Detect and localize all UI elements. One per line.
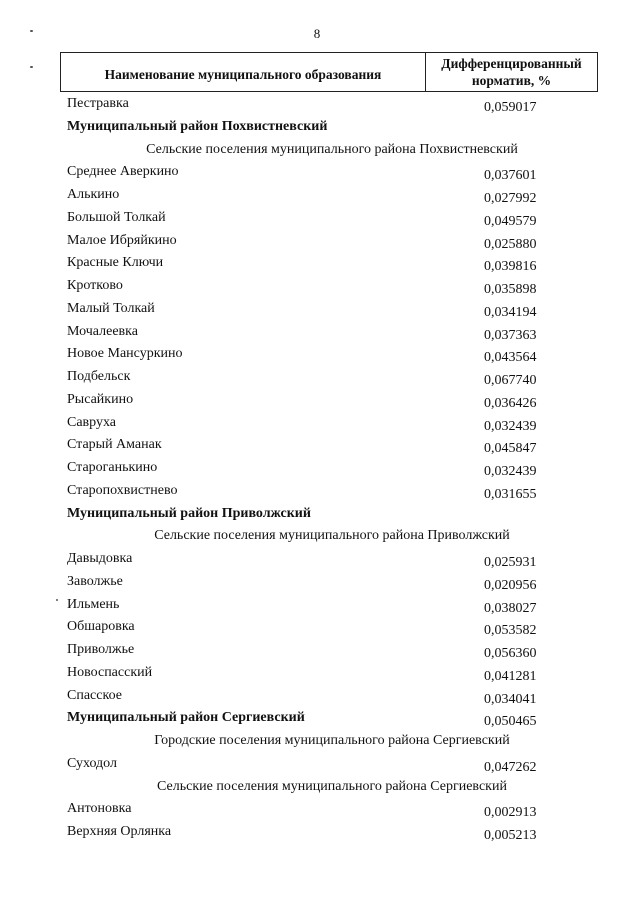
municipality-name: Обшаровка (67, 619, 135, 635)
municipality-name: Ильмень (67, 596, 120, 612)
municipality-name: Муниципальный район Приволжский (67, 505, 311, 521)
table-row (0, 207, 634, 229)
table-row (0, 161, 634, 183)
normative-value: 0,038027 (484, 600, 537, 616)
normative-value: 0,059017 (484, 100, 537, 115)
municipality-name: Подбельск (67, 369, 131, 384)
normative-value: 0,049579 (484, 213, 537, 229)
municipality-name: Суходол (67, 755, 117, 771)
normative-value: 0,053582 (484, 623, 537, 639)
municipality-name: Сельские поселения муниципального района Похвистневский (146, 141, 518, 157)
normative-value: 0,027992 (484, 191, 537, 206)
normative-value: 0,037363 (484, 327, 537, 343)
header-normative (426, 53, 597, 91)
municipality-name: Старопохвистнево (67, 482, 178, 498)
municipality-name: Сельские поселения муниципального района Приволжский (154, 528, 510, 544)
municipality-name: Староганькино (67, 460, 158, 475)
municipality-name: Малое Ибряйкино (67, 232, 177, 248)
municipality-name: Сельские поселения муниципального района Сергиевский (157, 778, 507, 794)
district-heading-row (0, 707, 634, 729)
table-row (0, 821, 634, 843)
table-row (0, 571, 634, 593)
normative-value: 0,032439 (484, 464, 537, 479)
normative-value: 0,032439 (484, 418, 537, 434)
table-row (0, 798, 634, 820)
normative-value: 0,002913 (484, 805, 537, 821)
scan-speck (30, 30, 33, 32)
normative-value: 0,039816 (484, 259, 537, 275)
municipality-name: Старый Аманак (67, 437, 162, 453)
municipality-name: Давыдовка (67, 551, 133, 566)
table-row (0, 662, 634, 684)
normative-value: 0,045847 (484, 441, 537, 457)
municipality-name: Савруха (67, 414, 117, 430)
settlement-group-row (0, 730, 634, 752)
municipality-name: Муниципальный район Похвистневский (67, 118, 328, 134)
header-normative-line2: норматив, % (471, 73, 552, 88)
normative-value: 0,005213 (484, 828, 537, 843)
settlement-group-row (0, 139, 634, 161)
normative-value: 0,035898 (484, 282, 537, 297)
scan-speck (56, 599, 58, 601)
municipality-name: Красные Ключи (67, 255, 164, 271)
normative-value: 0,067740 (484, 373, 537, 388)
normative-value: 0,047262 (484, 759, 537, 775)
district-heading-row (0, 116, 634, 138)
table-row (0, 389, 634, 411)
district-heading-row (0, 503, 634, 525)
table-row (0, 639, 634, 661)
municipality-name: Муниципальный район Сергиевский (67, 710, 305, 726)
table-row (0, 480, 634, 502)
scan-speck (30, 66, 33, 68)
header-normative-line1: Дифференцированный (441, 56, 582, 71)
municipality-name: Антоновка (67, 801, 132, 817)
normative-value: 0,034194 (484, 304, 537, 320)
table-row (0, 93, 634, 115)
table-row (0, 457, 634, 479)
normative-value: 0,037601 (484, 168, 537, 184)
municipality-name: Алькино (67, 187, 120, 202)
normative-value: 0,031655 (484, 486, 537, 502)
municipality-name: Новоспасский (67, 664, 153, 680)
municipality-name: Спасское (67, 687, 122, 703)
table-row (0, 434, 634, 456)
normative-value: 0,043564 (484, 350, 537, 366)
normative-value: 0,050465 (484, 714, 537, 730)
normative-value: 0,025931 (484, 555, 537, 570)
settlement-group-row (0, 776, 634, 798)
table-row (0, 343, 634, 365)
municipality-name: Приволжье (67, 642, 135, 657)
municipality-name: Большой Толкай (67, 209, 166, 225)
settlement-group-row (0, 525, 634, 547)
normative-value: 0,036426 (484, 395, 537, 411)
table-row (0, 252, 634, 274)
normative-value: 0,034041 (484, 691, 537, 707)
municipality-name: Верхняя Орлянка (67, 824, 172, 839)
municipality-name: Среднее Аверкино (67, 164, 179, 180)
normative-value: 0,056360 (484, 646, 537, 661)
table-row (0, 753, 634, 775)
normative-value: 0,020956 (484, 577, 537, 593)
table-row (0, 594, 634, 616)
municipality-name: Кротково (67, 278, 123, 293)
municipality-name: Пестравка (67, 96, 129, 111)
table-row (0, 321, 634, 343)
normative-value: 0,041281 (484, 668, 537, 684)
table-row (0, 616, 634, 638)
table-row (0, 275, 634, 297)
table-row (0, 685, 634, 707)
table-row (0, 548, 634, 570)
table-row (0, 298, 634, 320)
table-row (0, 412, 634, 434)
municipality-name: Городские поселения муниципального района Сергиевский (154, 733, 510, 748)
table-row (0, 230, 634, 252)
municipality-name: Новое Мансуркино (67, 346, 183, 362)
municipality-name: Заволжье (67, 573, 123, 589)
table-header (60, 52, 598, 92)
page-number: 8 (313, 26, 321, 41)
table-row (0, 184, 634, 206)
municipality-name: Малый Толкай (67, 300, 155, 316)
header-municipality-name: Наименование муниципального образования (61, 53, 426, 91)
table-row (0, 366, 634, 388)
normative-value: 0,025880 (484, 236, 537, 252)
municipality-name: Рысайкино (67, 391, 134, 407)
municipality-name: Мочалеевка (67, 323, 138, 339)
